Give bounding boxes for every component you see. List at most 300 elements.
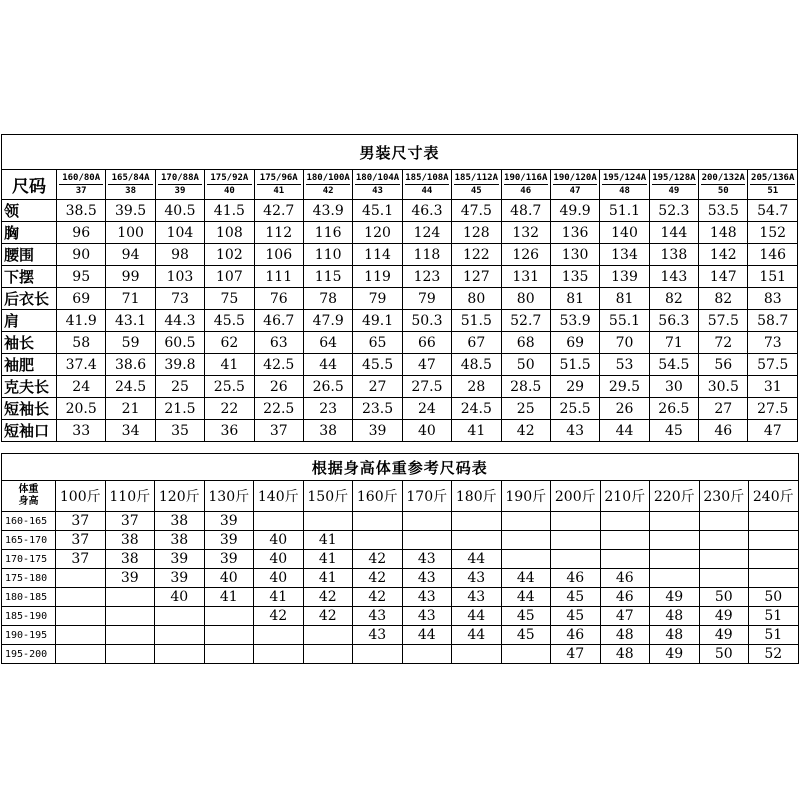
recommended-size-cell <box>749 531 799 550</box>
recommended-size-cell: 43 <box>353 607 403 626</box>
measurement-value: 43 <box>550 420 599 442</box>
size-spec: 205/136A <box>751 173 795 183</box>
measurement-value: 53.9 <box>550 310 599 332</box>
size-code: 44 <box>421 186 433 196</box>
size-column-header <box>748 170 798 200</box>
recommended-size-cell: 39 <box>204 512 254 531</box>
measurement-value: 40 <box>402 420 451 442</box>
recommended-size-cell: 50 <box>699 588 749 607</box>
recommended-size-cell <box>551 550 601 569</box>
measurement-value: 82 <box>699 288 748 310</box>
recommended-size-cell: 46 <box>551 569 601 588</box>
size-spec: 185/108A <box>405 173 449 183</box>
recommended-size-cell <box>353 531 403 550</box>
measurement-value: 52.7 <box>501 310 550 332</box>
measurement-value: 47 <box>748 420 798 442</box>
measurement-row <box>2 332 798 354</box>
recommended-size-cell: 40 <box>254 531 304 550</box>
recommended-size-cell: 38 <box>155 512 205 531</box>
measurement-value: 43.9 <box>303 200 352 222</box>
measurement-value: 116 <box>303 222 352 244</box>
measurement-label: 领 <box>2 200 57 222</box>
recommended-size-cell: 41 <box>204 588 254 607</box>
measurement-value: 69 <box>550 332 599 354</box>
recommended-size-cell: 42 <box>303 607 353 626</box>
recommended-size-cell: 44 <box>501 569 551 588</box>
measurement-value: 22.5 <box>254 398 303 420</box>
recommended-size-cell <box>105 607 155 626</box>
measurement-value: 25.5 <box>550 398 599 420</box>
size-column-header <box>106 170 155 200</box>
size-column-header <box>303 170 352 200</box>
measurement-value: 136 <box>550 222 599 244</box>
measurement-value: 26 <box>600 398 649 420</box>
measurement-row <box>2 376 798 398</box>
recommended-size-cell: 51 <box>749 626 799 645</box>
measurement-value: 118 <box>402 244 451 266</box>
recommended-size-cell <box>749 550 799 569</box>
measurement-value: 41 <box>452 420 501 442</box>
height-row <box>2 645 799 664</box>
measurement-value: 72 <box>699 332 748 354</box>
measurement-value: 26.5 <box>303 376 352 398</box>
measurement-value: 53.5 <box>699 200 748 222</box>
weight-column-header: 210斤 <box>600 481 650 512</box>
measurement-value: 71 <box>649 332 698 354</box>
recommended-size-cell <box>501 512 551 531</box>
measurement-value: 28 <box>452 376 501 398</box>
weight-column-header: 110斤 <box>105 481 155 512</box>
measurement-value: 147 <box>699 266 748 288</box>
measurement-value: 135 <box>550 266 599 288</box>
measurement-value: 27.5 <box>748 398 798 420</box>
measurement-value: 50.3 <box>402 310 451 332</box>
height-range-label: 170-175 <box>2 550 56 569</box>
recommended-size-cell <box>501 531 551 550</box>
weight-column-header: 130斤 <box>204 481 254 512</box>
recommended-size-cell: 39 <box>204 531 254 550</box>
recommended-size-cell: 49 <box>650 588 700 607</box>
recommended-size-cell <box>402 512 452 531</box>
measurement-value: 115 <box>303 266 352 288</box>
measurement-value: 62 <box>205 332 254 354</box>
recommended-size-cell: 38 <box>155 531 205 550</box>
size-code: 37 <box>75 186 87 196</box>
measurement-value: 37.4 <box>57 354 106 376</box>
measurement-value: 100 <box>106 222 155 244</box>
measurement-row <box>2 222 798 244</box>
recommended-size-cell <box>501 645 551 664</box>
recommended-size-cell: 50 <box>749 588 799 607</box>
measurement-value: 34 <box>106 420 155 442</box>
recommended-size-cell: 38 <box>105 550 155 569</box>
measurement-label: 袖长 <box>2 332 57 354</box>
recommended-size-cell <box>650 512 700 531</box>
measurement-value: 54.7 <box>748 200 798 222</box>
measurement-label: 后衣长 <box>2 288 57 310</box>
measurement-value: 123 <box>402 266 451 288</box>
weight-column-header: 230斤 <box>699 481 749 512</box>
recommended-size-cell: 42 <box>353 550 403 569</box>
measurement-value: 122 <box>452 244 501 266</box>
recommended-size-cell: 43 <box>452 588 502 607</box>
measurement-value: 41 <box>205 354 254 376</box>
recommended-size-cell: 46 <box>551 626 601 645</box>
measurement-value: 128 <box>452 222 501 244</box>
recommended-size-cell: 49 <box>699 626 749 645</box>
measurement-value: 29 <box>550 376 599 398</box>
recommended-size-cell: 45 <box>551 607 601 626</box>
measurement-row <box>2 288 798 310</box>
measurement-value: 46.3 <box>402 200 451 222</box>
measurement-value: 28.5 <box>501 376 550 398</box>
measurement-value: 30.5 <box>699 376 748 398</box>
size-code: 40 <box>223 186 235 196</box>
measurement-value: 112 <box>254 222 303 244</box>
measurement-value: 49.1 <box>353 310 402 332</box>
size-code: 41 <box>273 186 285 196</box>
measurement-value: 104 <box>155 222 204 244</box>
recommended-size-cell <box>600 512 650 531</box>
corner-height-label: 身高 <box>18 496 39 507</box>
measurement-value: 56 <box>699 354 748 376</box>
recommended-size-cell: 43 <box>452 569 502 588</box>
recommended-size-cell <box>650 531 700 550</box>
measurement-value: 51.5 <box>550 354 599 376</box>
recommended-size-cell: 39 <box>155 569 205 588</box>
recommended-size-cell <box>56 645 106 664</box>
measurement-value: 56.3 <box>649 310 698 332</box>
recommended-size-cell: 46 <box>600 588 650 607</box>
measurement-value: 64 <box>303 332 352 354</box>
measurement-value: 25 <box>501 398 550 420</box>
size-code: 48 <box>619 186 630 196</box>
size-column-header <box>550 170 599 200</box>
recommended-size-cell: 46 <box>600 569 650 588</box>
measurement-value: 48.7 <box>501 200 550 222</box>
recommended-size-cell <box>452 512 502 531</box>
measurement-value: 114 <box>353 244 402 266</box>
measurement-value: 126 <box>501 244 550 266</box>
measurement-value: 127 <box>452 266 501 288</box>
recommended-size-cell <box>56 607 106 626</box>
measurement-value: 41.5 <box>205 200 254 222</box>
recommended-size-cell: 50 <box>699 645 749 664</box>
measurement-value: 90 <box>57 244 106 266</box>
measurement-value: 38.5 <box>57 200 106 222</box>
measurement-value: 22 <box>205 398 254 420</box>
height-range-label: 185-190 <box>2 607 56 626</box>
recommended-size-cell: 44 <box>501 588 551 607</box>
recommended-size-cell: 39 <box>155 550 205 569</box>
measurement-value: 31 <box>748 376 798 398</box>
recommended-size-cell <box>254 626 304 645</box>
measurement-value: 29.5 <box>600 376 649 398</box>
weight-header-row <box>2 481 799 512</box>
size-spec: 200/132A <box>701 173 745 183</box>
height-row <box>2 531 799 550</box>
size-column-header <box>205 170 254 200</box>
recommended-size-cell <box>105 626 155 645</box>
measurement-value: 73 <box>155 288 204 310</box>
recommended-size-cell: 44 <box>452 550 502 569</box>
measurement-value: 131 <box>501 266 550 288</box>
measurement-value: 41.9 <box>57 310 106 332</box>
size-spec: 175/92A <box>207 172 251 185</box>
size-spec: 195/124A <box>602 173 647 183</box>
measurement-value: 81 <box>550 288 599 310</box>
recommended-size-cell: 37 <box>105 512 155 531</box>
recommended-size-cell: 39 <box>204 550 254 569</box>
measurement-value: 33 <box>57 420 106 442</box>
measurement-value: 65 <box>353 332 402 354</box>
recommended-size-cell: 45 <box>501 626 551 645</box>
recommended-size-cell <box>353 645 403 664</box>
height-range-label: 190-195 <box>2 626 56 645</box>
size-column-header <box>353 170 402 200</box>
measurement-value: 68 <box>501 332 550 354</box>
measurement-value: 44.3 <box>155 310 204 332</box>
measurement-value: 59 <box>106 332 155 354</box>
measurement-value: 71 <box>106 288 155 310</box>
recommended-size-cell: 40 <box>155 588 205 607</box>
measurement-value: 25.5 <box>205 376 254 398</box>
measurement-value: 20.5 <box>57 398 106 420</box>
weight-column-header: 100斤 <box>56 481 106 512</box>
size-code: 46 <box>520 186 532 196</box>
size-code: 45 <box>470 186 482 196</box>
recommended-size-cell <box>749 512 799 531</box>
recommended-size-cell: 41 <box>303 550 353 569</box>
measurement-row <box>2 266 798 288</box>
recommended-size-cell: 47 <box>551 645 601 664</box>
measurement-value: 103 <box>155 266 204 288</box>
measurement-value: 55.1 <box>600 310 649 332</box>
measurement-value: 44 <box>303 354 352 376</box>
measurement-value: 36 <box>205 420 254 442</box>
measurement-value: 27.5 <box>402 376 451 398</box>
height-range-label: 160-165 <box>2 512 56 531</box>
measurement-value: 53 <box>600 354 649 376</box>
recommended-size-cell <box>56 569 106 588</box>
measurement-value: 27 <box>353 376 402 398</box>
measurement-value: 48.5 <box>452 354 501 376</box>
height-row <box>2 588 799 607</box>
size-column-header <box>57 170 106 200</box>
measurement-value: 60.5 <box>155 332 204 354</box>
measurement-value: 79 <box>402 288 451 310</box>
recommended-size-cell <box>204 626 254 645</box>
weight-column-header: 170斤 <box>402 481 452 512</box>
recommended-size-cell <box>402 645 452 664</box>
measurement-value: 82 <box>649 288 698 310</box>
size-code: 47 <box>569 186 581 196</box>
measurement-row <box>2 354 798 376</box>
measurement-value: 38 <box>303 420 352 442</box>
recommended-size-cell <box>699 569 749 588</box>
measurement-value: 50 <box>501 354 550 376</box>
weight-column-header: 200斤 <box>551 481 601 512</box>
measurement-value: 57.5 <box>699 310 748 332</box>
measurement-value: 99 <box>106 266 155 288</box>
height-row <box>2 550 799 569</box>
recommended-size-cell <box>600 550 650 569</box>
measurement-label: 胸 <box>2 222 57 244</box>
size-spec: 160/80A <box>59 172 103 185</box>
measurement-value: 44 <box>600 420 649 442</box>
recommended-size-cell <box>551 531 601 550</box>
measurement-value: 49.9 <box>550 200 599 222</box>
recommended-size-cell <box>699 550 749 569</box>
measurement-row <box>2 398 798 420</box>
recommended-size-cell <box>155 626 205 645</box>
height-row <box>2 512 799 531</box>
measurement-value: 38.6 <box>106 354 155 376</box>
size-spec: 175/96A <box>257 172 301 185</box>
measurement-value: 83 <box>748 288 798 310</box>
measurement-value: 42.7 <box>254 200 303 222</box>
size-code: 49 <box>668 186 680 196</box>
measurement-value: 70 <box>600 332 649 354</box>
weight-column-header: 140斤 <box>254 481 304 512</box>
measurement-value: 57.5 <box>748 354 798 376</box>
measurement-value: 47 <box>402 354 451 376</box>
height-range-label: 195-200 <box>2 645 56 664</box>
measurement-label: 下摆 <box>2 266 57 288</box>
measurement-value: 58.7 <box>748 310 798 332</box>
measurement-value: 120 <box>353 222 402 244</box>
measurement-value: 73 <box>748 332 798 354</box>
recommended-size-cell: 41 <box>254 588 304 607</box>
measurement-value: 138 <box>649 244 698 266</box>
recommended-size-cell <box>501 550 551 569</box>
measurement-value: 151 <box>748 266 798 288</box>
recommended-size-cell: 43 <box>353 626 403 645</box>
weight-column-header: 150斤 <box>303 481 353 512</box>
recommended-size-cell <box>105 588 155 607</box>
recommended-size-cell: 40 <box>254 550 304 569</box>
measurement-value: 152 <box>748 222 798 244</box>
recommended-size-cell: 43 <box>402 607 452 626</box>
measurement-value: 54.5 <box>649 354 698 376</box>
measurement-label: 克夫长 <box>2 376 57 398</box>
measurement-value: 78 <box>303 288 352 310</box>
measurement-value: 107 <box>205 266 254 288</box>
measurement-value: 43.1 <box>106 310 155 332</box>
weight-column-header: 180斤 <box>452 481 502 512</box>
size-column-header <box>254 170 303 200</box>
measurement-value: 51.5 <box>452 310 501 332</box>
recommended-size-cell: 44 <box>452 607 502 626</box>
weight-column-header: 120斤 <box>155 481 205 512</box>
measurement-value: 94 <box>106 244 155 266</box>
recommended-size-cell <box>105 645 155 664</box>
recommended-size-cell <box>353 512 403 531</box>
recommended-size-cell <box>254 512 304 531</box>
height-range-label: 165-170 <box>2 531 56 550</box>
measurement-value: 35 <box>155 420 204 442</box>
measurement-value: 27 <box>699 398 748 420</box>
height-row <box>2 569 799 588</box>
reference-chart-table <box>1 453 799 664</box>
measurement-value: 75 <box>205 288 254 310</box>
measurement-value: 139 <box>600 266 649 288</box>
weight-column-header: 220斤 <box>650 481 700 512</box>
recommended-size-cell: 42 <box>303 588 353 607</box>
recommended-size-cell: 42 <box>353 569 403 588</box>
measurement-value: 63 <box>254 332 303 354</box>
size-code: 42 <box>322 186 334 196</box>
recommended-size-cell: 44 <box>452 626 502 645</box>
size-spec: 180/104A <box>355 173 400 183</box>
measurement-value: 67 <box>452 332 501 354</box>
recommended-size-cell: 37 <box>56 512 106 531</box>
measurement-row <box>2 200 798 222</box>
measurement-value: 39.5 <box>106 200 155 222</box>
recommended-size-cell <box>650 550 700 569</box>
size-code: 51 <box>767 186 779 196</box>
recommended-size-cell: 40 <box>204 569 254 588</box>
reference-chart-title-row <box>2 454 799 481</box>
measurement-label: 袖肥 <box>2 354 57 376</box>
measurement-value: 46.7 <box>254 310 303 332</box>
measurement-value: 47.5 <box>452 200 501 222</box>
recommended-size-cell: 43 <box>402 550 452 569</box>
measurement-value: 42.5 <box>254 354 303 376</box>
recommended-size-cell: 49 <box>699 607 749 626</box>
measurement-value: 45.5 <box>205 310 254 332</box>
recommended-size-cell <box>699 512 749 531</box>
recommended-size-cell <box>303 645 353 664</box>
recommended-size-cell <box>204 607 254 626</box>
recommended-size-cell <box>303 512 353 531</box>
height-row <box>2 626 799 645</box>
measurement-value: 24 <box>402 398 451 420</box>
measurement-label: 腰围 <box>2 244 57 266</box>
measurement-label: 短袖口 <box>2 420 57 442</box>
measurement-value: 21 <box>106 398 155 420</box>
recommended-size-cell <box>204 645 254 664</box>
measurement-value: 111 <box>254 266 303 288</box>
measurement-value: 30 <box>649 376 698 398</box>
recommended-size-cell: 48 <box>650 607 700 626</box>
recommended-size-cell: 51 <box>749 607 799 626</box>
size-spec: 165/84A <box>108 172 152 185</box>
recommended-size-cell: 45 <box>501 607 551 626</box>
measurement-value: 23 <box>303 398 352 420</box>
recommended-size-cell <box>402 531 452 550</box>
size-code: 38 <box>125 186 136 196</box>
measurement-value: 66 <box>402 332 451 354</box>
recommended-size-cell <box>254 645 304 664</box>
corner-weight-label: 体重 <box>18 484 39 495</box>
measurement-label: 肩 <box>2 310 57 332</box>
recommended-size-cell: 42 <box>353 588 403 607</box>
recommended-size-cell: 48 <box>600 645 650 664</box>
measurement-row <box>2 420 798 442</box>
measurement-value: 96 <box>57 222 106 244</box>
height-range-label: 180-185 <box>2 588 56 607</box>
size-column-header <box>501 170 550 200</box>
size-code: 50 <box>717 186 729 196</box>
measurement-row <box>2 244 798 266</box>
recommended-size-cell <box>452 645 502 664</box>
size-header-row <box>2 170 798 200</box>
recommended-size-cell: 48 <box>650 626 700 645</box>
recommended-size-cell: 43 <box>402 588 452 607</box>
measurement-value: 124 <box>402 222 451 244</box>
size-column-header <box>649 170 698 200</box>
